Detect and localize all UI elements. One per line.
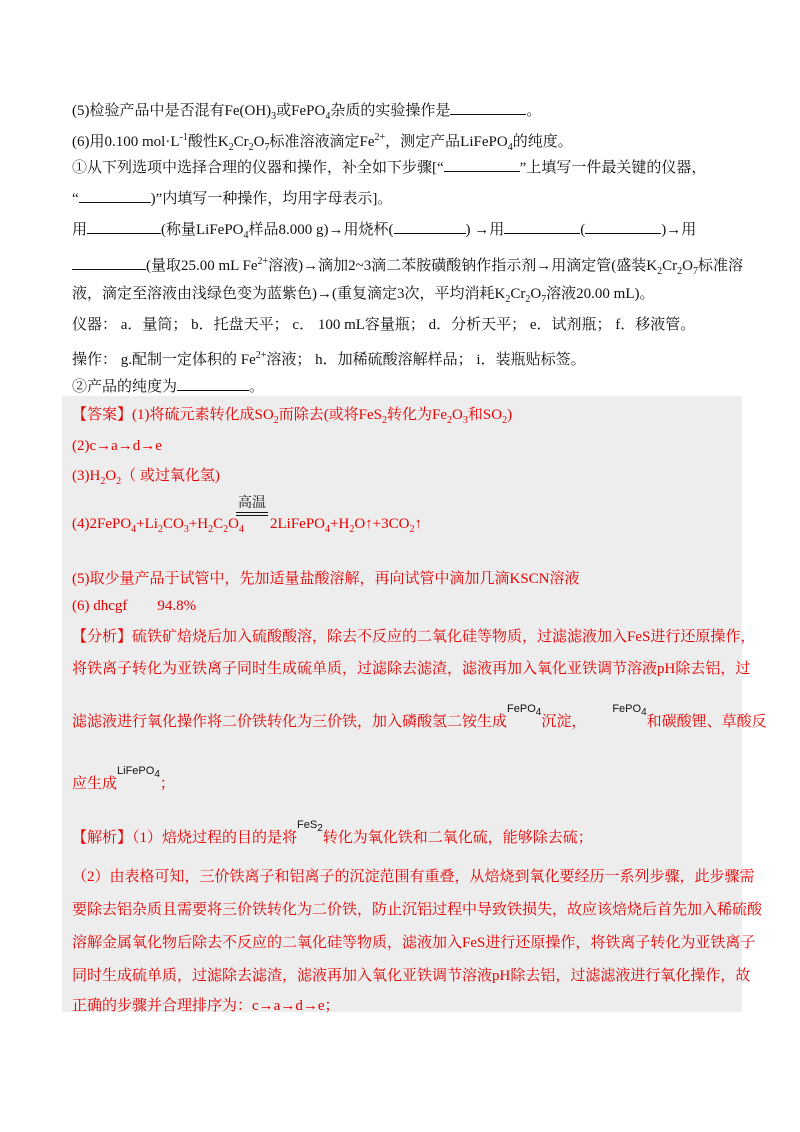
analysis-line-2: 将铁离子转化为亚铁离子同时生成硫单质，过滤除去滤渣，滤液再加入氧化亚铁调节溶液pH除去铝，过	[72, 661, 751, 677]
purity-question: ②产品的纯度为 。	[72, 376, 264, 397]
answer-blank	[444, 157, 520, 172]
answer-4-left: $(4)2FePO_4+Li_2CO_3+H_2C_2O_4$	[72, 516, 244, 535]
step-1-line-2: “ )”内填写一种操作，均用字母表示]。	[72, 188, 392, 209]
answer-3: $(3)H_2O_2$（ 或过氧化氢)	[72, 468, 220, 487]
explanation-line-4: 溶解金属氧化物后除去不反应的二氧化硅等物质，滤液加入FeS进行还原操作，将铁离子转化为亚铁离子	[72, 935, 756, 951]
answer-blank	[177, 376, 249, 391]
answer-tag: 【答案】	[72, 407, 133, 423]
procedure-line-2: (量取25.00 mL $Fe^{2+}$溶液)→滴加2~3滴二苯胺磺酸钠作指示剂→用滴定管(盛装$K_2Cr_2O_7$标准溶	[72, 252, 743, 282]
answer-blank	[504, 219, 580, 234]
answer-1: 【答案】(1)将硫元素转化成$SO_2$而除去(或将FeS$_2$转化为$Fe_2O_3$和$SO_2$)	[72, 407, 513, 426]
answer-blank	[450, 100, 526, 115]
answer-5: (5)取少量产品于试管中，先加适量盐酸溶解，再向试管中滴加几滴KSCN溶液	[72, 571, 580, 587]
explanation-tag: 【解析】	[72, 830, 133, 846]
answer-blank	[585, 219, 661, 234]
instrument-options: 仪器： a．量筒； b．托盘天平； c． 100 mL容量瓶； d．分析天平； e．试剂瓶； f．移液管。	[72, 317, 696, 333]
reaction-arrow-line-top	[236, 512, 268, 513]
answer-6: (6) dhcgf 94.8%	[72, 598, 197, 614]
explanation-line-2: （2）由表格可知，三价铁离子和铝离子的沉淀范围有重叠，从焙烧到氧化要经历一系列步骤，此步骤需	[72, 869, 755, 885]
analysis-line-4: 应生成$^{LiFePO_4}$；	[72, 765, 175, 792]
analysis-line-1: 【分析】硫铁矿焙烧后加入硫酸酸溶，除去不反应的二氧化硅等物质，过滤滤液加入FeS进行还原操作，	[72, 629, 756, 645]
explanation-line-6: 正确的步骤并合理排序为：c→a→d→e；	[72, 998, 340, 1014]
reaction-arrow-line-bottom	[236, 515, 268, 516]
answer-4-right: $2LiFePO_4+H_2O↑+3CO_2↑$	[270, 516, 422, 535]
step-1-line-1: ①从下列选项中选择合理的仪器和操作，补全如下步骤[“ ”上填写一件最关键的仪器，	[72, 157, 706, 178]
analysis-line-3: 滤滤液进行氧化操作将二价铁转化为三价铁，加入磷酸氢二铵生成$^{FePO_4}$沉淀，$^{FePO_4}$和碳酸锂、草酸反	[72, 703, 767, 730]
reaction-condition: 高温	[238, 496, 266, 511]
explanation-line-1: 【解析】（1）焙烧过程的目的是将$^{FeS_2}$转化为氧化铁和二氧化硫，能够除去硫；	[72, 819, 593, 846]
explanation-line-5: 同时生成硫单质，过滤除去滤渣，滤液再加入氧化亚铁调节溶液pH除去铝，过滤滤液进行氧化操作，故	[72, 968, 751, 984]
answer-2: (2)c→a→d→e	[72, 438, 162, 454]
answer-blank	[72, 255, 146, 270]
answer-blank	[79, 188, 151, 203]
answer-blank	[394, 219, 466, 234]
question-5: (5)检验产品中是否混有$Fe(OH)_3$或FePO$_4$杂质的实验操作是 。	[72, 100, 541, 127]
explanation-line-3: 要除去铝杂质且需要将三价铁转化为二价铁，防止沉铝过程中导致铁损失，故应该焙烧后首先加入稀硫酸	[72, 902, 763, 918]
operation-options: 操作： g.配制一定体积的 $Fe^{2+}$溶液； h．加稀硫酸溶解样品； i．装瓶贴标签。	[72, 350, 586, 368]
procedure-line-3: 液，滴定至溶液由浅绿色变为蓝紫色)→(重复滴定3次，平均消耗$K_2Cr_2O_7$溶液20.00 mL)。	[72, 286, 655, 305]
procedure-line-1: 用 (称量LiFePO$_4$样品8.000 g)→用烧杯( ) →用 ( )→用	[72, 219, 696, 246]
question-6: (6)用0.100 $mol\cdot L^{-1}$酸性$K_2Cr_2O_7$标准溶液滴定$Fe^{2+}$，测定产品LiFePO$_4$的纯度。	[72, 132, 573, 153]
analysis-tag: 【分析】	[72, 629, 133, 645]
answer-blank	[87, 219, 161, 234]
